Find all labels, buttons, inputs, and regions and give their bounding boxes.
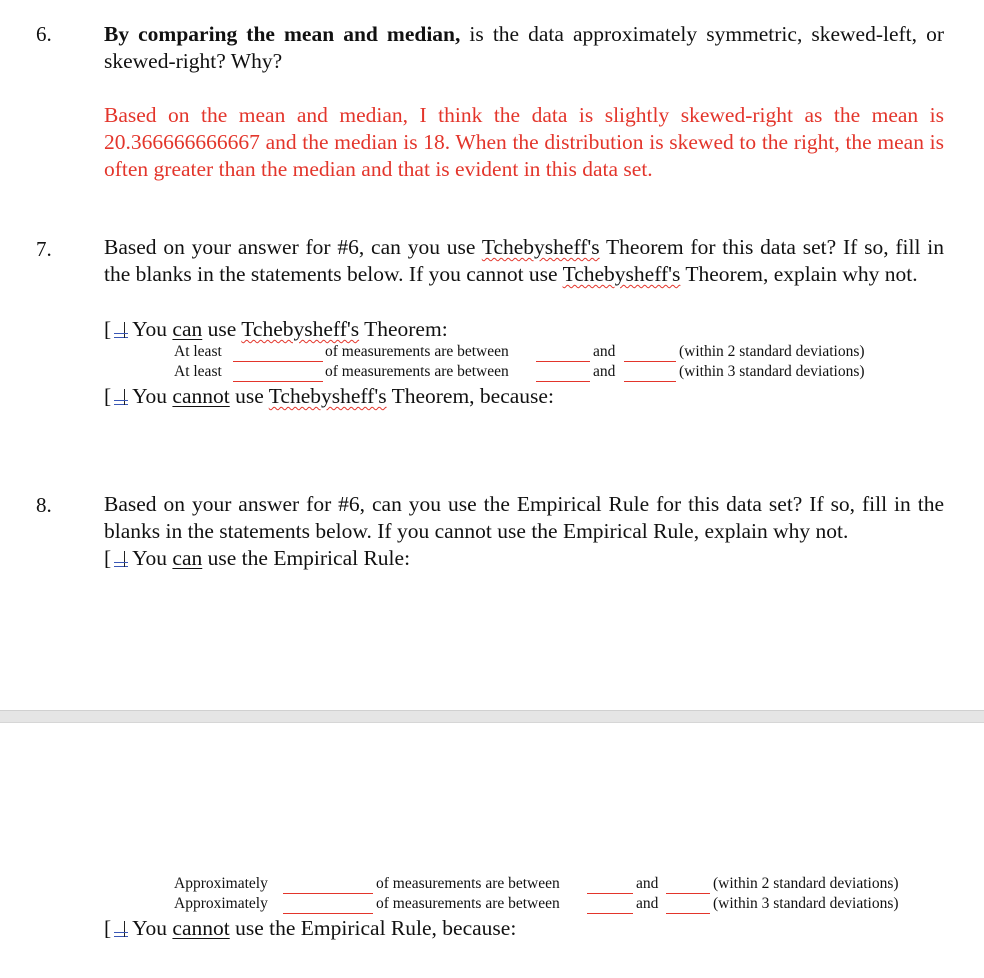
q8-row1-lead: Approximately xyxy=(174,875,268,892)
q8-row2-and: and xyxy=(636,895,659,912)
q8-option-can[interactable] xyxy=(104,546,410,571)
q7-option-can[interactable] xyxy=(104,317,448,342)
q7-theorem-name: Tchebysheff's xyxy=(268,384,387,408)
question-8-number: 8. xyxy=(36,493,52,517)
checkbox-icon[interactable] xyxy=(112,321,130,339)
question-6-number: 6. xyxy=(36,22,52,46)
question-7-text xyxy=(104,234,944,288)
q8-row1-blank-low[interactable] xyxy=(587,893,633,894)
option-text: Theorem, because: xyxy=(386,384,554,408)
q7-row1-lead: At least xyxy=(174,343,222,360)
q8-option-cannot[interactable] xyxy=(104,916,516,941)
q7-row2-and: and xyxy=(593,363,616,380)
option-text: You xyxy=(132,384,173,408)
q7-text-part: Theorem, explain why not. xyxy=(680,262,918,286)
option-key: can xyxy=(172,317,203,341)
checkbox-icon[interactable] xyxy=(112,550,130,568)
option-key: can xyxy=(172,546,203,570)
q7-text-part: Based on your answer for #6, can you use xyxy=(104,235,482,259)
open-bracket: [ xyxy=(104,317,112,341)
question-6-rest: is the data approximately symmetric, skewed-left, or skewed-right? Why? xyxy=(104,22,944,73)
checkbox-icon[interactable] xyxy=(112,920,130,938)
q7-row2-blank-low[interactable] xyxy=(536,381,590,382)
page-break-separator xyxy=(0,710,984,723)
option-text: use xyxy=(202,317,242,341)
q7-row1-blank-low[interactable] xyxy=(536,361,590,362)
open-bracket: [ xyxy=(104,384,112,408)
option-text: You xyxy=(132,317,173,341)
q7-row1-blank-high[interactable] xyxy=(624,361,676,362)
open-bracket: [ xyxy=(104,546,112,570)
option-text: You xyxy=(132,916,173,940)
q7-row2-note: (within 3 standard deviations) xyxy=(679,363,865,380)
q8-row2-lead: Approximately xyxy=(174,895,268,912)
q8-row2-mid: of measurements are between xyxy=(376,895,560,912)
question-7-number: 7. xyxy=(36,237,52,261)
q8-row2-note: (within 3 standard deviations) xyxy=(713,895,899,912)
question-6-answer[interactable]: Based on the mean and median, I think the data is slightly skewed-right as the mean is 20.366666666667 and the median is 18. When the distribution is skewed to the right, the mean is often greater than the median and that is evident in this data set. xyxy=(104,103,944,181)
q7-row1-note: (within 2 standard deviations) xyxy=(679,343,865,360)
q7-row2-blank-percent[interactable] xyxy=(233,381,323,382)
q8-row1-and: and xyxy=(636,875,659,892)
option-key: cannot xyxy=(172,384,230,408)
q7-theorem-name: Tchebysheff's xyxy=(481,235,600,259)
q7-theorem-name: Tchebysheff's xyxy=(241,317,360,341)
q8-row2-blank-low[interactable] xyxy=(587,913,633,914)
question-6-text xyxy=(104,21,944,75)
open-bracket: [ xyxy=(104,916,112,940)
option-text: use the Empirical Rule, because: xyxy=(229,916,517,940)
q7-row2-blank-high[interactable] xyxy=(624,381,676,382)
q7-row1-and: and xyxy=(593,343,616,360)
q8-row2-blank-percent[interactable] xyxy=(283,913,373,914)
q7-row2-lead: At least xyxy=(174,363,222,380)
q7-row1-blank-percent[interactable] xyxy=(233,361,323,362)
option-text: Theorem: xyxy=(359,317,448,341)
option-text: use xyxy=(229,384,269,408)
q8-row2-blank-high[interactable] xyxy=(666,913,710,914)
q7-row1-mid: of measurements are between xyxy=(325,343,509,360)
question-8-text: Based on your answer for #6, can you use the Empirical Rule for this data set? If so, fill in the blanks in the statements below. If you cannot use the Empirical Rule, explain why not. xyxy=(104,492,944,543)
q8-row1-blank-high[interactable] xyxy=(666,893,710,894)
q7-theorem-name: Tchebysheff's xyxy=(562,262,681,286)
q7-row2-mid: of measurements are between xyxy=(325,363,509,380)
q7-text-part: Theorem for this data set? If so, fill in the blanks in the statements below. If you cannot use xyxy=(104,235,944,286)
question-6-bold: By comparing the mean and median, xyxy=(104,22,461,46)
q8-row1-blank-percent[interactable] xyxy=(283,893,373,894)
option-key: cannot xyxy=(172,916,230,940)
q7-option-cannot[interactable] xyxy=(104,384,554,409)
q8-row1-note: (within 2 standard deviations) xyxy=(713,875,899,892)
option-text: use the Empirical Rule: xyxy=(202,546,411,570)
q8-row1-mid: of measurements are between xyxy=(376,875,560,892)
checkbox-icon[interactable] xyxy=(112,388,130,406)
option-text: You xyxy=(132,546,173,570)
